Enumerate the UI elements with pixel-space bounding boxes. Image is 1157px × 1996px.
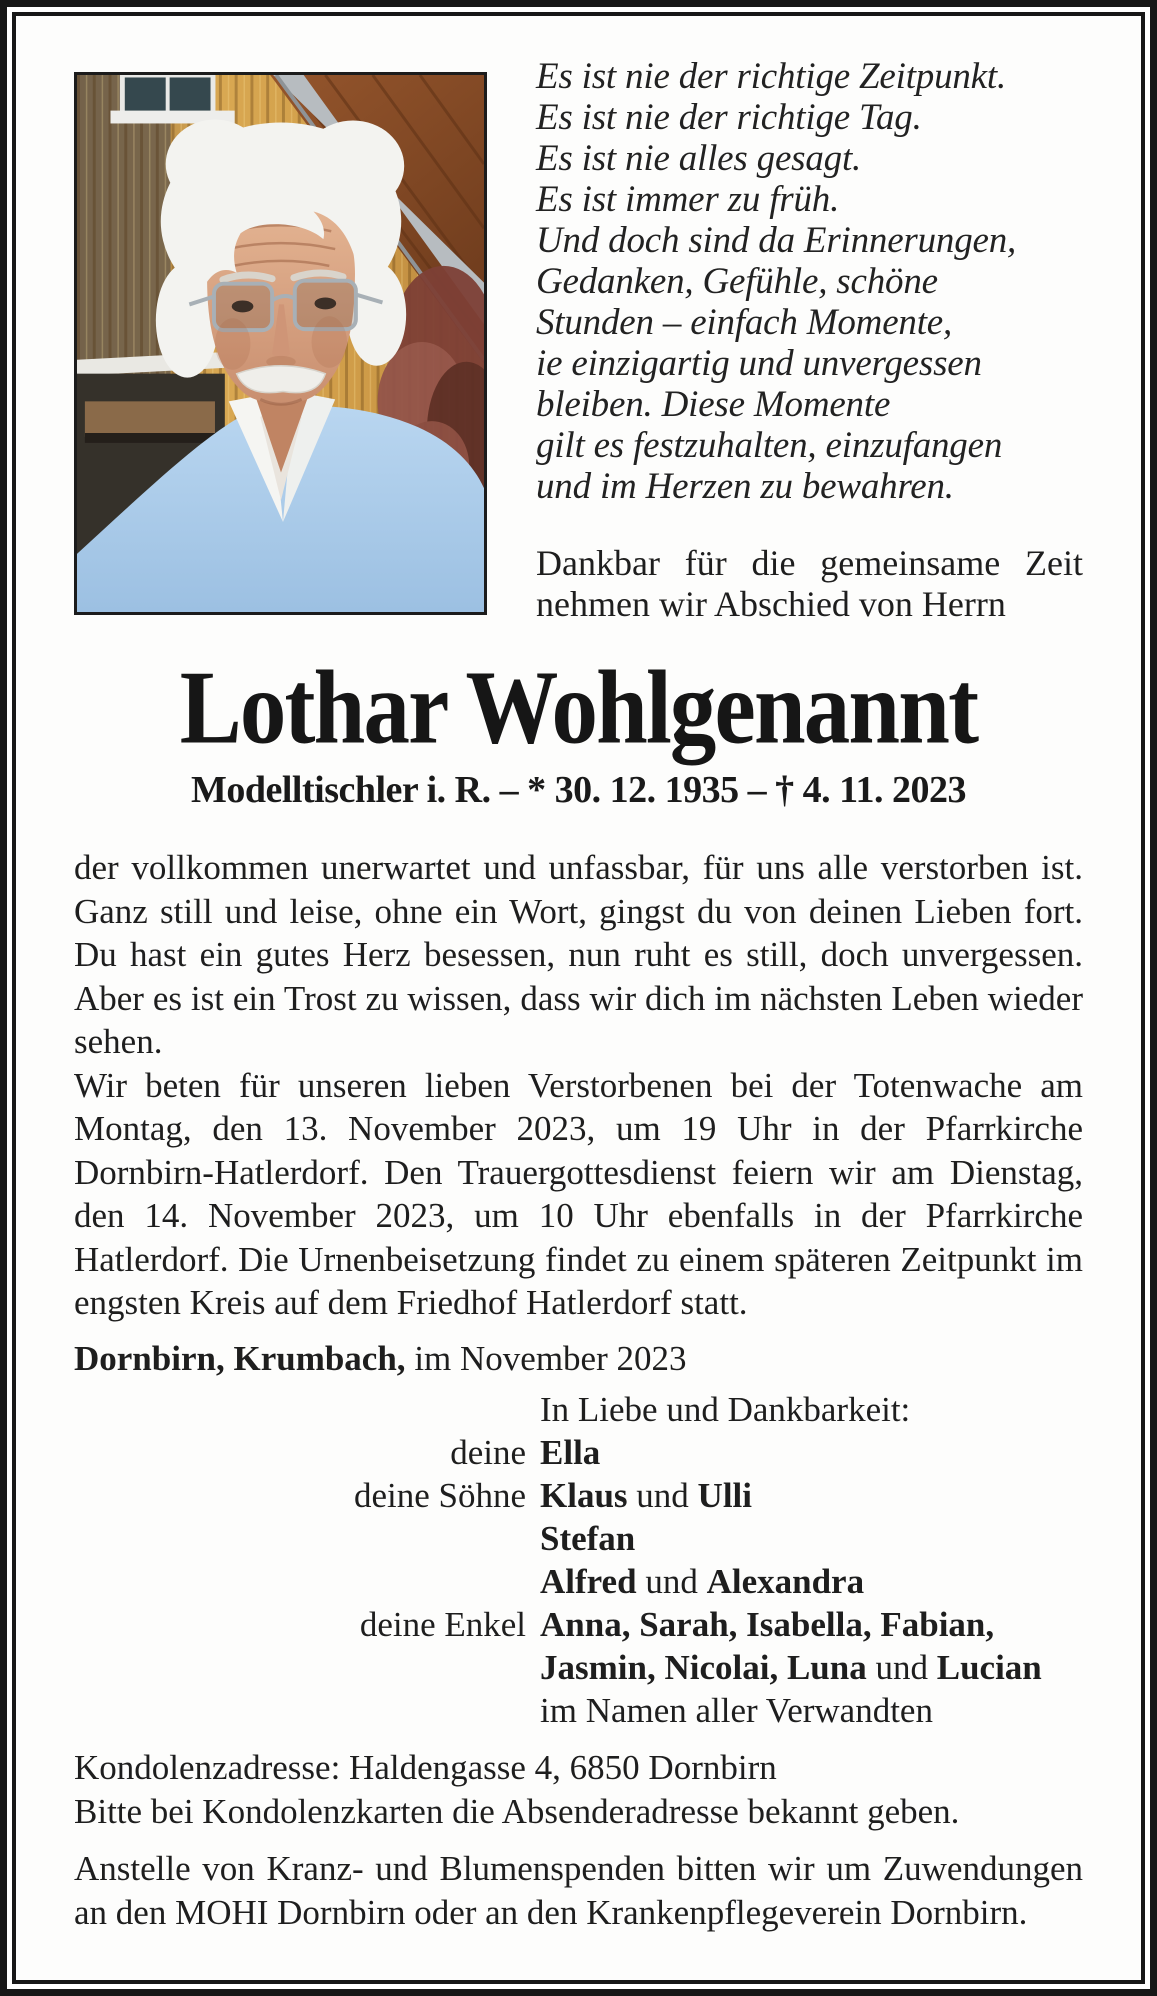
poem-line: bleiben. Diese Momente xyxy=(536,384,891,425)
memorial-poem xyxy=(536,56,1083,507)
family-row-names: Jasmin, Nicolai, Luna und Lucian xyxy=(540,1648,1042,1687)
family-row xyxy=(74,1431,1083,1474)
family-row-names: im Namen aller Verwandten xyxy=(540,1691,933,1730)
condolence-address xyxy=(74,1746,1083,1833)
condolence-note-line: Bitte bei Kondolenzkarten die Absenderadresse bekannt geben. xyxy=(74,1791,960,1831)
family-row-label xyxy=(74,1689,526,1732)
place-dateline xyxy=(74,1337,1083,1381)
family-row xyxy=(74,1560,1083,1603)
dateline-month: im November 2023 xyxy=(405,1338,687,1378)
obituary-paragraph-1: der vollkommen unerwartet und unfassbar, für uns alle verstorben ist. Ganz still und leise, ohne ein Wort, gingst du von deinen Lieben fort. Du hast ein gutes Herz besessen, nun ruht es still, doch unvergessen. Aber es ist ein Trost zu wissen, dass wir dich im nächsten Leben wieder sehen. xyxy=(74,848,1083,1061)
poem-line: Stunden – einfach Momente, xyxy=(536,302,953,343)
poem-line: Es ist immer zu früh. xyxy=(536,179,840,220)
profession-and-dates: Modelltischler i. R. – * 30. 12. 1935 – † 4. 11. 2023 xyxy=(191,769,966,811)
dateline-places: Dornbirn, Krumbach, xyxy=(74,1338,406,1378)
donation-request: Anstelle von Kranz- und Blumenspenden bitten wir um Zuwendungen an den MOHI Dornbirn oder an den Krankenpflegeverein Dornbirn. xyxy=(74,1849,1083,1932)
family-row xyxy=(74,1474,1083,1517)
right-column xyxy=(536,56,1083,625)
top-section xyxy=(74,56,1083,625)
family-row-names: Ella xyxy=(540,1433,601,1472)
poem-line: ie einzigartig und unvergessen xyxy=(536,343,982,384)
mourners-heading: In Liebe und Dankbarkeit: xyxy=(540,1390,911,1429)
poem-line: Gedanken, Gefühle, schöne xyxy=(536,261,938,302)
deceased-name: Lothar Wohlgenannt xyxy=(179,648,978,766)
obituary-paragraph-2: Wir beten für unseren lieben Verstorbenen bei der Totenwache am Montag, den 13. November 2023, um 19 Uhr in der Pfarrkirche Dornbirn-Hatlerdorf. Den Trauergottesdienst feiern wir am Dienstag, den 14. November 2023, um 10 Uhr ebenfalls in der Pfarrkirche Hatlerdorf. Die Urnenbeisetzung findet zu einem späteren Zeitpunkt im engsten Kreis auf dem Friedhof Hatlerdorf statt. xyxy=(74,1065,1083,1322)
family-row xyxy=(74,1517,1083,1560)
family-row xyxy=(74,1603,1083,1646)
family-row-label: deine xyxy=(450,1433,526,1472)
family-row-label: deine Söhne xyxy=(353,1476,526,1515)
poem-line: und im Herzen zu bewahren. xyxy=(536,466,954,507)
family-row-label xyxy=(74,1646,526,1689)
family-row-label xyxy=(74,1517,526,1560)
family-row-names: Klaus und Ulli xyxy=(540,1476,752,1515)
family-row xyxy=(74,1689,1083,1732)
obituary-body xyxy=(74,846,1083,1325)
family-row-names: Anna, Sarah, Isabella, Fabian, xyxy=(540,1605,995,1644)
family-row xyxy=(74,1646,1083,1689)
poem-line: Es ist nie der richtige Zeitpunkt. xyxy=(536,56,1007,97)
family-list xyxy=(74,1431,1083,1732)
family-row-names: Alfred und Alexandra xyxy=(540,1562,865,1601)
portrait-photo-illustration xyxy=(77,75,484,612)
family-row-label xyxy=(74,1560,526,1603)
obituary-card-inner-frame xyxy=(12,12,1145,1984)
poem-line: Es ist nie alles gesagt. xyxy=(536,138,862,179)
family-row-label: deine Enkel xyxy=(359,1605,526,1644)
portrait-photo xyxy=(74,72,487,615)
poem-line: Es ist nie der richtige Tag. xyxy=(536,97,922,138)
condolence-address-line: Kondolenzadresse: Haldengasse 4, 6850 Dornbirn xyxy=(74,1748,777,1787)
farewell-intro: Dankbar für die gemeinsame Zeit nehmen wir Abschied von Herrn xyxy=(536,543,1083,624)
mourners-section xyxy=(74,1388,1083,1732)
poem-line: Und doch sind da Erinnerungen, xyxy=(536,220,1017,261)
family-row-names: Stefan xyxy=(540,1519,636,1558)
poem-line: gilt es festzuhalten, einzufangen xyxy=(536,425,1003,466)
